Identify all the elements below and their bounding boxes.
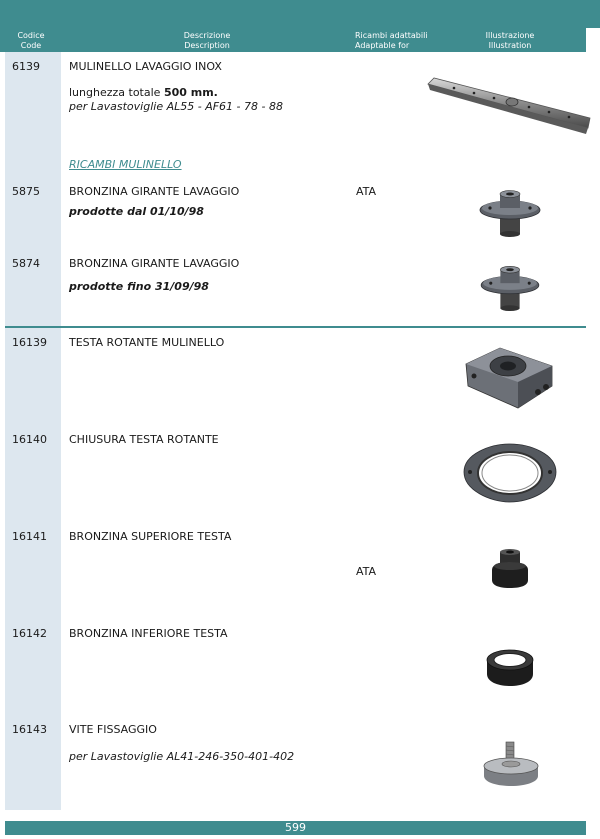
table-header [0, 28, 586, 52]
top-band [0, 0, 600, 28]
item-code: 16141 [12, 530, 47, 543]
spray-arm-icon [424, 72, 594, 144]
item-compatibility: per Lavastoviglie AL41-246-350-401-402 [69, 750, 295, 763]
item-title: VITE FISSAGGIO [69, 723, 157, 736]
code-column-background [5, 52, 61, 810]
item-code: 16140 [12, 433, 47, 446]
item-code: 5874 [12, 257, 40, 270]
item-title: CHIUSURA TESTA ROTANTE [69, 433, 219, 446]
item-code: 5875 [12, 185, 40, 198]
page-number: 599 [5, 821, 586, 835]
item-compatibility: per Lavastoviglie AL55 - AF61 - 78 - 88 [69, 100, 283, 113]
item-adaptable: ATA [356, 185, 377, 198]
flange-bushing-icon [478, 186, 542, 238]
ring-flange-icon [460, 440, 560, 506]
item-title: BRONZINA GIRANTE LAVAGGIO [69, 185, 240, 198]
header-code: Codice Code [17, 31, 45, 50]
item-code: 16139 [12, 336, 47, 349]
flange-bushing-icon [478, 262, 542, 312]
header-adaptable: Ricambi adattabili Adaptable for [355, 31, 428, 50]
item-note: prodotte fino 31/09/98 [69, 280, 209, 293]
item-note: prodotte dal 01/10/98 [69, 205, 204, 218]
item-title: TESTA ROTANTE MULINELLO [69, 336, 225, 349]
upper-bushing-icon [488, 548, 532, 590]
item-code: 16143 [12, 723, 47, 736]
header-illustration: Illustrazione Illustration [485, 31, 535, 50]
spare-parts-link[interactable]: RICAMBI MULINELLO [69, 158, 182, 171]
item-adaptable: ATA [356, 565, 377, 578]
item-title: BRONZINA INFERIORE TESTA [69, 627, 228, 640]
section-divider [5, 326, 586, 328]
item-code: 16142 [12, 627, 47, 640]
item-title: BRONZINA GIRANTE LAVAGGIO [69, 257, 240, 270]
lower-bushing-icon [484, 646, 536, 688]
item-code: 6139 [12, 60, 40, 73]
rotating-head-icon [460, 342, 560, 414]
fixing-screw-icon [478, 740, 544, 790]
item-title: BRONZINA SUPERIORE TESTA [69, 530, 232, 543]
header-description: Descrizione Description [183, 31, 231, 50]
item-title: MULINELLO LAVAGGIO INOX [69, 60, 222, 73]
item-length: lunghezza totale 500 mm. [69, 86, 218, 99]
